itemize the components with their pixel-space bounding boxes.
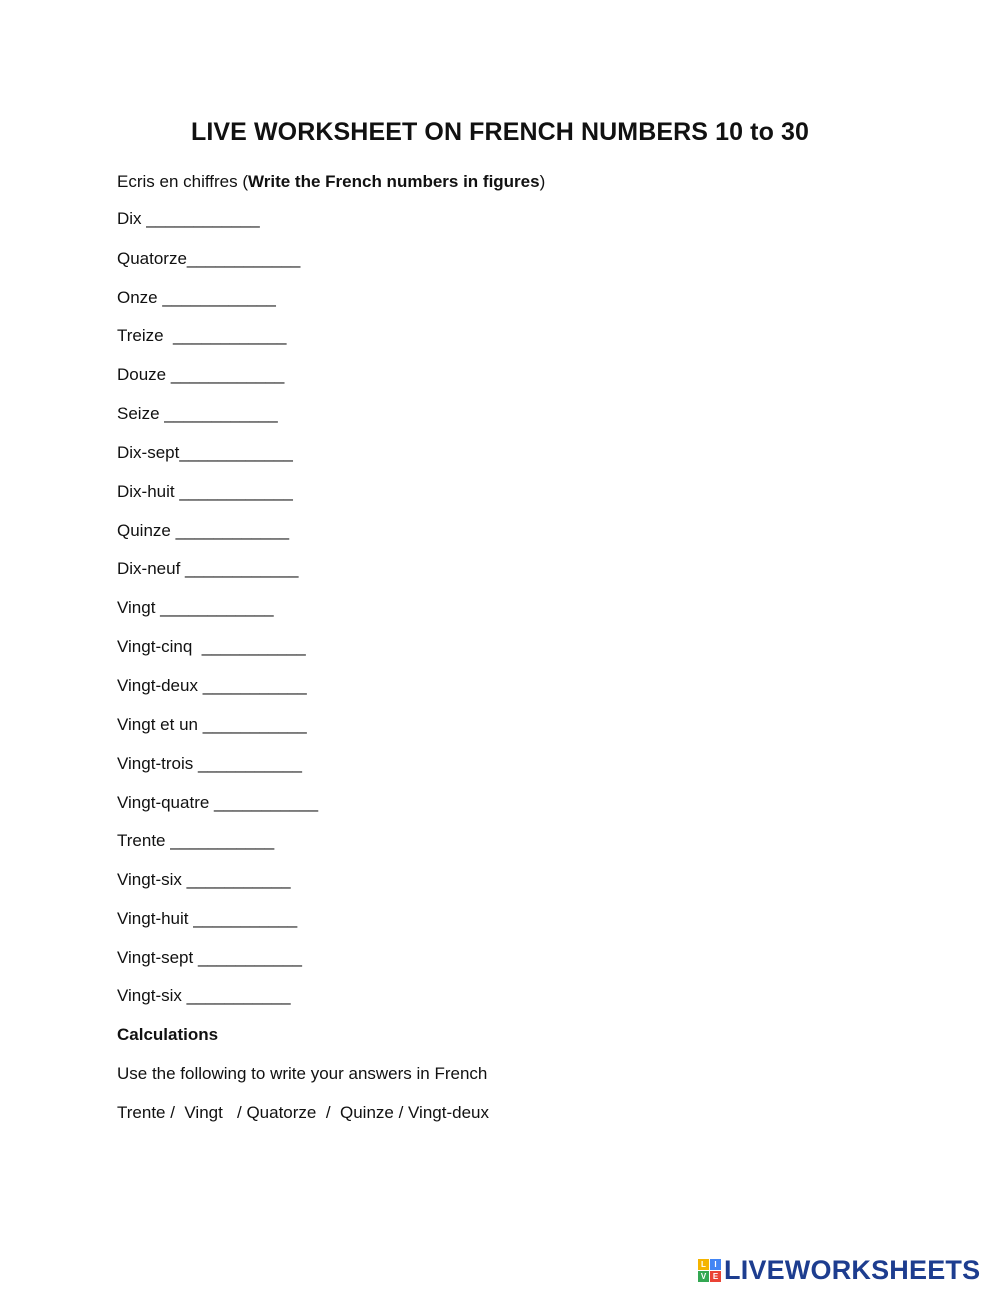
liveworksheets-logo: [698, 1254, 980, 1286]
number-item: Dix-huit ____________: [117, 482, 293, 501]
liveworksheets-logo-mark: [698, 1259, 721, 1282]
number-item: Vingt-deux ___________: [117, 676, 307, 695]
number-item: Seize ____________: [117, 404, 278, 423]
number-item: Vingt-quatre ___________: [117, 793, 319, 812]
number-item: Dix-sept____________: [117, 443, 293, 462]
number-item: Onze ____________: [117, 288, 276, 307]
number-item: Dix-neuf ____________: [117, 559, 299, 578]
calculations-options: Trente / Vingt / Quatorze / Quinze / Vingt-deux: [117, 1103, 489, 1122]
number-item: Douze ____________: [117, 365, 285, 384]
number-item: Vingt-trois ___________: [117, 754, 302, 773]
instructions-line: [117, 171, 545, 193]
logo-mark-letter: L: [698, 1259, 709, 1270]
number-item: Treize ____________: [117, 326, 287, 345]
logo-mark-letter: E: [710, 1271, 721, 1282]
worksheet-title: LIVE WORKSHEET ON FRENCH NUMBERS 10 to 30: [190, 118, 810, 146]
instructions-prefix: Ecris en chiffres (: [117, 172, 249, 191]
calculations-instruction: Use the following to write your answers in French: [117, 1064, 488, 1083]
number-item: Vingt et un ___________: [117, 715, 307, 734]
instructions-suffix: ): [539, 172, 546, 191]
number-item: Vingt ____________: [117, 598, 274, 617]
number-item: Vingt-cinq ___________: [117, 637, 306, 656]
calculations-heading: Calculations: [117, 1025, 219, 1044]
number-item: Vingt-sept ___________: [117, 948, 302, 967]
instructions-bold: Write the French numbers in figures: [248, 172, 540, 191]
number-item: Vingt-six ___________: [117, 870, 291, 889]
number-item: Vingt-six ___________: [117, 986, 291, 1005]
number-item: Quatorze____________: [117, 249, 301, 268]
liveworksheets-logo-text: LIVEWORKSHEETS: [724, 1254, 981, 1285]
number-item: Trente ___________: [117, 831, 275, 850]
number-item: Dix ____________: [117, 209, 260, 228]
logo-mark-letter: I: [710, 1259, 721, 1270]
number-item: Quinze ____________: [117, 521, 290, 540]
number-item: Vingt-huit ___________: [117, 909, 298, 928]
logo-mark-letter: V: [698, 1271, 709, 1282]
